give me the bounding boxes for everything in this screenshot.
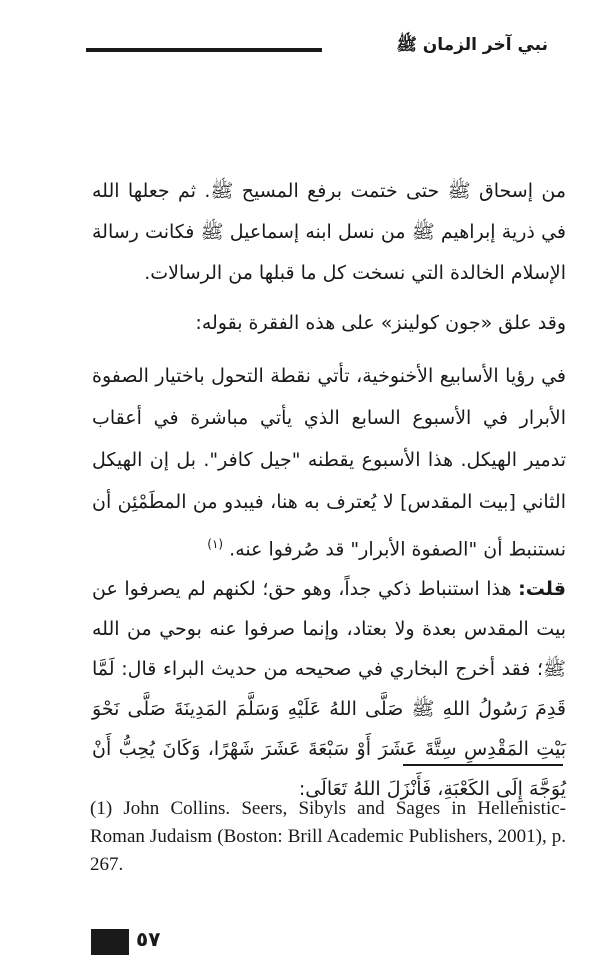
- page-number-block: [91, 929, 129, 955]
- footnote: (1) John Collins. Seers, Sibyls and Sages in Hellenistic-Roman Judaism (Boston: Brill Academic Publishers, 2001), p. 267.: [90, 798, 566, 875]
- paragraph-1: من إسحاق ﷺ حتى ختمت برفع المسيح ﷺ. ثم جعلها الله في ذرية إبراهيم ﷺ من نسل ابنه إسماعيل ﷺ فكانت رسالة الإسلام الخالدة التي نسخت كل ما قبلها من الرسالات.: [92, 180, 566, 284]
- running-head: نبي آخر الزمان ﷺ: [396, 35, 548, 55]
- footnote-rule: [403, 764, 563, 766]
- quotation-text: في رؤيا الأسابيع الأخنوخية، تأتي نقطة التحول باختيار الصفوة الأبرار في الأسبوع السابع الذي يأتي مباشرة في أعقاب تدمير الهيكل. هذا الأسبوع يقطنه "جيل كافر". بل إن الهيكل الثاني [بيت المقدس] لا يُعترف به هنا، فيبدو من المطَمْئِن أن نستنبط أن "الصفوة الأبرار" قد صُرفوا عنه.: [92, 365, 566, 561]
- quotation: [92, 355, 566, 570]
- paragraph-2: [92, 569, 566, 809]
- quote-intro: وقد علق «جون كولينز» على هذه الفقرة بقوله:: [195, 312, 566, 334]
- paragraph-2-label: قلت:: [518, 578, 567, 600]
- page-number: ٥٧: [136, 927, 161, 951]
- paragraph-2-text: هذا استنباط ذكي جداً، وهو حق؛ لكنهم لم يصرفوا عن بيت المقدس بعدة ولا بعتاد، وإنما صرفوا عنه بوحي من الله ﷺ؛ فقد أخرج البخاري في صحيحه من حديث البراء قال: لَمَّا قَدِمَ رَسُولُ اللهِ ﷺ صَلَّى اللهُ عَلَيْهِ وَسَلَّمَ المَدِينَةَ صَلَّى نَحْوَ بَيْتِ المَقْدِسِ سِتَّةَ عَشَرَ أَوْ سَبْعَةَ عَشَرَ شَهْرًا، وَكَانَ يُحِبُّ أَنْ يُوَجَّهَ إِلَى الكَعْبَةِ، فَأَنْزَلَ اللهُ تَعَالَى:: [92, 578, 566, 800]
- footnote-reference: (١): [207, 537, 224, 551]
- header-rule: [86, 48, 322, 52]
